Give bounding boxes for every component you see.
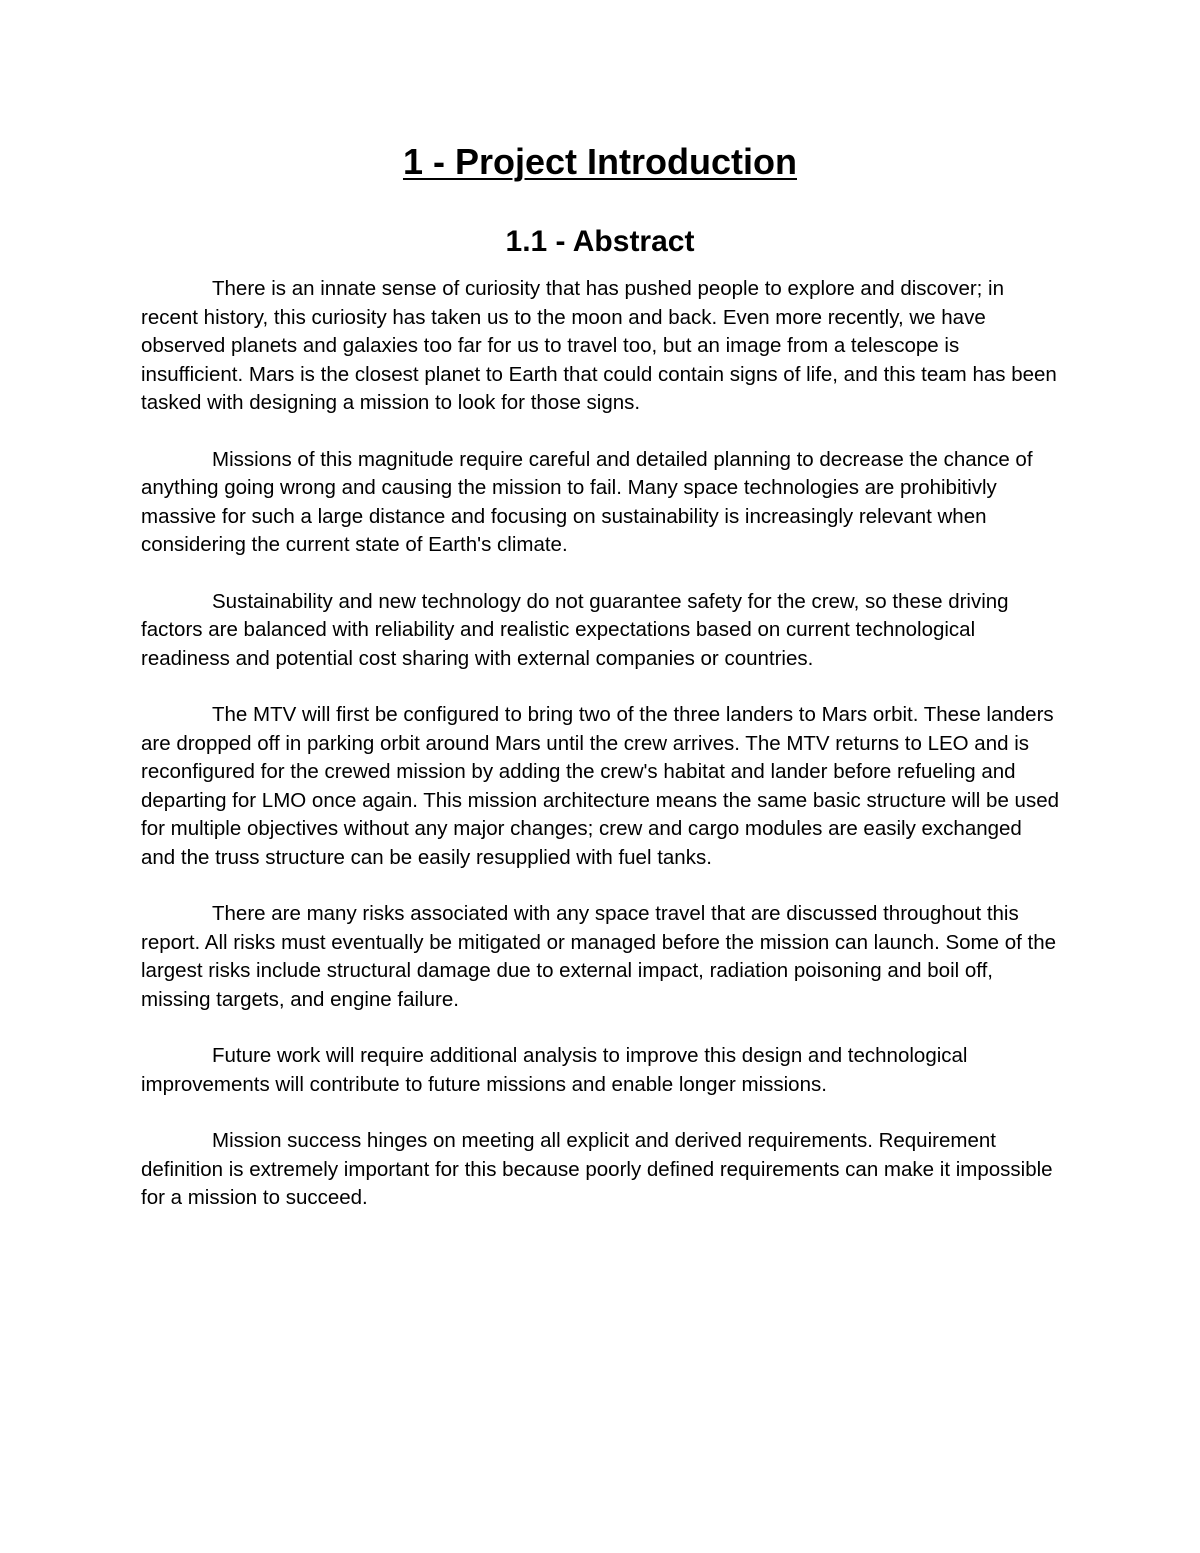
paragraph-curiosity: There is an innate sense of curiosity that has pushed people to explore and discover; in recent history, this curiosity has taken us to the moon and back. Even more recently, we have observed planets and galaxies too far for us to travel too, but an image from a telescope is insufficient. Mars is the closest planet to Earth that could contain signs of life, and this team has been tasked with designing a mission to look for those signs. <box>141 277 1057 414</box>
paragraph-safety: Sustainability and new technology do not guarantee safety for the crew, so these driving factors are balanced with reliability and realistic expectations based on current technological readiness and potential cost sharing with external companies or countries. <box>141 589 1009 670</box>
paragraph-mission-architecture: The MTV will first be configured to bring two of the three landers to Mars orbit. These landers are dropped off in parking orbit around Mars until the crew arrives. The MTV returns to LEO and is reconfigured for the crewed mission by adding the crew's habitat and lander before refueling and departing for LMO once again. This mission architecture means the same basic structure will be used for multiple objectives without any major changes; crew and cargo modules are easily exchanged and the truss structure can be easily resupplied with fuel tanks. <box>141 703 1060 869</box>
paragraph-planning: Missions of this magnitude require careful and detailed planning to decrease the chance of anything going wrong and causing the mission to fail. Many space technologies are prohibitivly massive for such a large distance and focusing on sustainability is increasingly relevant when considering the current state of Earth's climate. <box>141 447 1033 556</box>
page-title: 1 - Project Introduction <box>402 141 797 182</box>
paragraph-future-work: Future work will require additional analysis to improve this design and technological improvements will contribute to future missions and enable longer missions. <box>141 1044 968 1096</box>
paragraph-mission-success: Mission success hinges on meeting all explicit and derived requirements. Requirement definition is extremely important for this because poorly defined requirements can make it impossible for a mission to succeed. <box>141 1129 1053 1209</box>
abstract-body <box>141 275 1061 1241</box>
section-heading: 1.1 - Abstract <box>505 225 695 258</box>
paragraph-risks: There are many risks associated with any space travel that are discussed throughout this report. All risks must eventually be mitigated or managed before the mission can launch. Some of the largest risks include structural damage due to external impact, radiation poisoning and boil off, missing targets, and engine failure. <box>141 902 1057 1011</box>
